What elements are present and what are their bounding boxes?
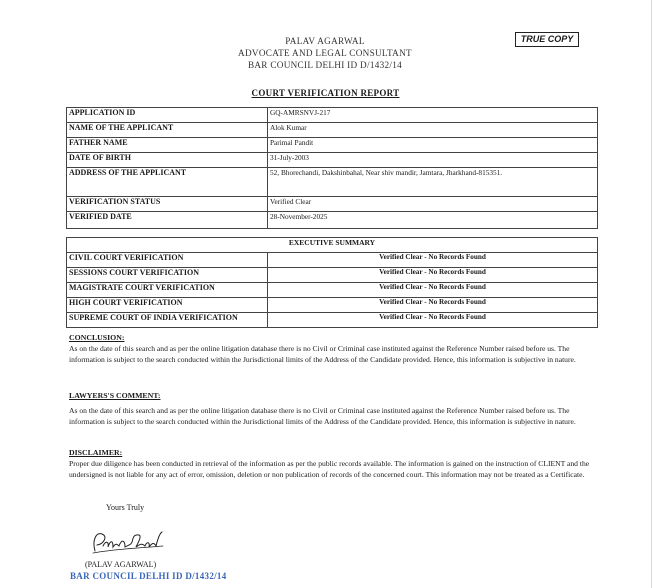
disclaimer-section — [69, 447, 594, 480]
field-label: ADDRESS OF THE APPLICANT — [67, 168, 268, 197]
court-label: MAGISTRATE COURT VERIFICATION — [67, 283, 268, 298]
conclusion-text: As on the date of this search and as per the online litigation database there is no Civil or Criminal case instituted against the Reference Number raised before us. The information is subject to the search conducted within the Jurisdictional limits of the Address of the Candidate provided. Hence, this information is subjective in nature. — [69, 344, 576, 364]
applicant-details-table — [66, 107, 598, 229]
field-label: NAME OF THE APPLICANT — [67, 123, 268, 138]
field-value: 31-July-2003 — [268, 153, 598, 168]
lawyers-comment-text: As on the date of this search and as per the online litigation database there is no Civil or Criminal case instituted against the Reference Number raised before us. The information is subject to the search conducted within the Jurisdictional limits of the Address of the Candidate provided. Hence, this information is subjective in nature. — [69, 406, 576, 426]
court-result: Verified Clear - No Records Found — [268, 313, 598, 328]
table-row — [67, 153, 598, 168]
report-title: COURT VERIFICATION REPORT — [251, 88, 400, 98]
letterhead — [200, 35, 450, 71]
executive-summary-table — [66, 237, 598, 328]
field-value: Verified Clear — [268, 197, 598, 212]
field-label: VERIFICATION STATUS — [67, 197, 268, 212]
field-value: Alok Kumar — [268, 123, 598, 138]
court-result: Verified Clear - No Records Found — [268, 253, 598, 268]
table-row — [67, 123, 598, 138]
table-row — [67, 298, 598, 313]
court-label: HIGH COURT VERIFICATION — [67, 298, 268, 313]
table-row — [67, 108, 598, 123]
closing-salutation: Yours Truly — [106, 503, 145, 512]
field-label: FATHER NAME — [67, 138, 268, 153]
table-row — [67, 253, 598, 268]
field-value: Parimal Pandit — [268, 138, 598, 153]
field-label: VERIFIED DATE — [67, 212, 268, 229]
conclusion-heading: CONCLUSION: — [69, 333, 125, 342]
field-label: APPLICATION ID — [67, 108, 268, 123]
table-row — [67, 197, 598, 212]
field-value: 52, Bhorechandi, Dakshinbahal, Near shiv mandir, Jamtara, Jharkhand-815351. — [268, 168, 598, 197]
footer-bar-council-id: BAR COUNCIL DELHI ID D/1432/14 — [70, 571, 227, 581]
table-row — [67, 138, 598, 153]
disclaimer-text: Proper due diligence has been conducted in retrieval of the information as per the public records available. The information is gained on the instruction of CLIENT and the undersigned is not liable for any act of error, omission, deletion or non publication of records of the concerned court. This information may not be treated as a Certificate. — [69, 459, 590, 479]
court-result: Verified Clear - No Records Found — [268, 283, 598, 298]
table-row — [67, 283, 598, 298]
court-label: SESSIONS COURT VERIFICATION — [67, 268, 268, 283]
table-row — [67, 313, 598, 328]
table-row — [67, 168, 598, 197]
advocate-name: PALAV AGARWAL — [285, 36, 365, 46]
court-result: Verified Clear - No Records Found — [268, 298, 598, 313]
field-value: 28-November-2025 — [268, 212, 598, 229]
disclaimer-heading: DISCLAIMER: — [69, 448, 123, 457]
court-result: Verified Clear - No Records Found — [268, 268, 598, 283]
table-header-row — [67, 238, 598, 253]
advocate-designation: ADVOCATE AND LEGAL CONSULTANT — [238, 48, 412, 58]
court-label: SUPREME COURT OF INDIA VERIFICATION — [67, 313, 268, 328]
field-label: DATE OF BIRTH — [67, 153, 268, 168]
true-copy-stamp: TRUE COPY — [515, 32, 579, 47]
bar-council-id: BAR COUNCIL DELHI ID D/1432/14 — [247, 60, 403, 70]
court-label: CIVIL COURT VERIFICATION — [67, 253, 268, 268]
signatory-name: (PALAV AGARWAL) — [85, 560, 157, 569]
lawyers-comment-heading: LAWYERS'S COMMENT: — [69, 391, 161, 400]
lawyers-comment-section — [69, 390, 594, 427]
field-value: GQ-AMRSNVJ-217 — [268, 108, 598, 123]
table-row — [67, 212, 598, 229]
executive-summary-title: EXECUTIVE SUMMARY — [67, 238, 598, 253]
signature-image — [89, 526, 167, 558]
conclusion-section — [69, 332, 594, 365]
table-row — [67, 268, 598, 283]
